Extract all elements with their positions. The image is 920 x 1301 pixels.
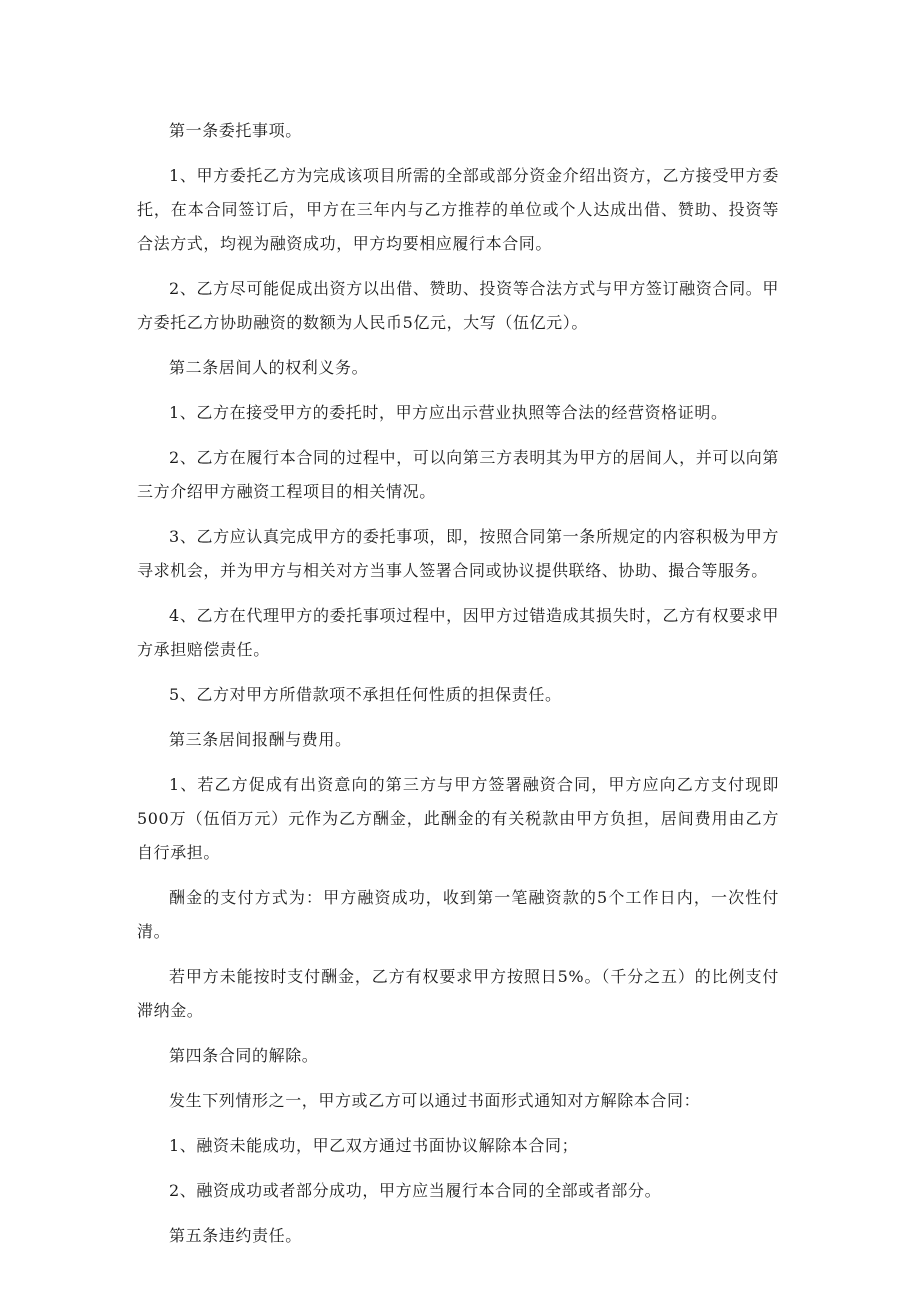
article-3-clause-1: 1、若乙方促成有出资意向的第三方与甲方签署融资合同，甲方应向乙方支付现即500万（伍佰万元）元作为乙方酬金，此酬金的有关税款由甲方负担，居间费用由乙方自行承担。: [137, 775, 779, 862]
article-4-heading: 第四条合同的解除。: [169, 1046, 319, 1065]
article-2-clause-3: 3、乙方应认真完成甲方的委托事项，即，按照合同第一条所规定的内容积极为甲方寻求机会，并为甲方与相关对方当事人签署合同或协议提供联络、协助、撮合等服务。: [137, 527, 779, 580]
article-2-clause-5: 5、乙方对甲方所借款项不承担任何性质的担保责任。: [169, 685, 562, 704]
article-3-heading: 第三条居间报酬与费用。: [169, 730, 352, 749]
document-body: [137, 114, 779, 1264]
article-1-heading: 第一条委托事项。: [169, 121, 302, 140]
article-2-clause-2: 2、乙方在履行本合同的过程中，可以向第三方表明其为甲方的居间人，并可以向第三方介绍甲方融资工程项目的相关情况。: [137, 448, 779, 501]
article-2-clause-1: 1、乙方在接受甲方的委托时，甲方应出示营业执照等合法的经营资格证明。: [169, 403, 728, 422]
article-4-clause-1: 1、融资未能成功，甲乙双方通过书面协议解除本合同；: [169, 1136, 579, 1155]
article-5-heading: 第五条违约责任。: [169, 1226, 302, 1245]
article-3-late-fee: 若甲方未能按时支付酬金，乙方有权要求甲方按照日5%。（千分之五）的比例支付滞纳金。: [137, 967, 779, 1020]
article-1-clause-2: 2、乙方尽可能促成出资方以出借、赞助、投资等合法方式与甲方签订融资合同。甲方委托乙方协助融资的数额为人民币5亿元，大写（伍亿元）。: [137, 279, 779, 332]
article-2-clause-4: 4、乙方在代理甲方的委托事项过程中，因甲方过错造成其损失时，乙方有权要求甲方承担赔偿责任。: [137, 606, 779, 659]
article-1-clause-1: 1、甲方委托乙方为完成该项目所需的全部或部分资金介绍出资方，乙方接受甲方委托，在本合同签订后，甲方在三年内与乙方推荐的单位或个人达成出借、赞助、投资等合法方式，均视为融资成功，甲方均要相应履行本合同。: [137, 166, 779, 253]
article-4-clause-2: 2、融资成功或者部分成功，甲方应当履行本合同的全部或者部分。: [169, 1181, 662, 1200]
article-4-intro: 发生下列情形之一，甲方或乙方可以通过书面形式通知对方解除本合同：: [169, 1091, 701, 1110]
article-3-payment-method: 酬金的支付方式为：甲方融资成功，收到第一笔融资款的5个工作日内，一次性付清。: [137, 888, 779, 941]
article-2-heading: 第二条居间人的权利义务。: [169, 358, 369, 377]
